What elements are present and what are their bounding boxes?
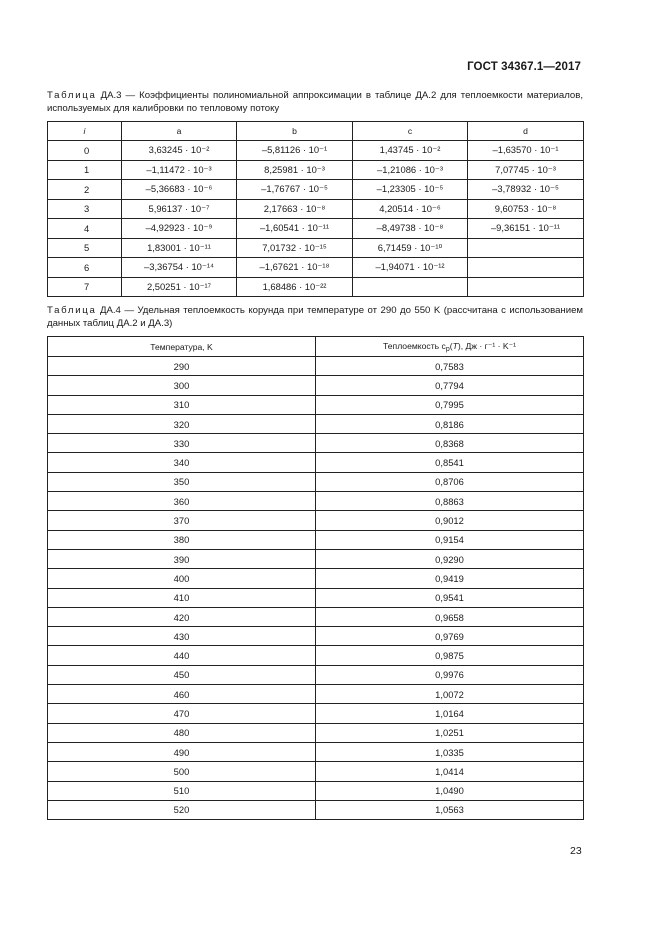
table-row: [48, 685, 584, 704]
caption-text: ДА.4 — Удельная теплоемкость корунда при температуре от 290 до 550 K (рассчитана с использованием данных таблиц ДА.2 и ДА.3): [47, 305, 584, 329]
cell-i: 7: [48, 277, 122, 297]
cell-heat-capacity: 1,0490: [316, 781, 584, 800]
cell-c: –1,21086 · 10⁻³: [353, 160, 468, 180]
table-row: [48, 781, 584, 800]
cell-temperature: 480: [48, 723, 316, 742]
cell-heat-capacity: 1,0335: [316, 742, 584, 761]
table-row: [48, 376, 584, 395]
table-row: [48, 588, 584, 607]
cell-heat-capacity: 0,7794: [316, 376, 584, 395]
cell-temperature: 290: [48, 357, 316, 376]
cell-i: 6: [48, 258, 122, 278]
cell-heat-capacity: 1,0251: [316, 723, 584, 742]
cell-c: 4,20514 · 10⁻⁶: [353, 199, 468, 219]
table-row: [48, 762, 584, 781]
table-row: [48, 511, 584, 530]
cell-i: 0: [48, 141, 122, 161]
cell-temperature: 430: [48, 627, 316, 646]
table-header-row: [48, 337, 584, 357]
column-header-c: c: [353, 122, 468, 141]
cell-temperature: 440: [48, 646, 316, 665]
heat-header-paren: (: [449, 340, 453, 351]
table-header-row: [48, 122, 584, 141]
cell-a: 2,50251 · 10⁻¹⁷: [122, 277, 237, 297]
cell-d: –1,63570 · 10⁻¹: [468, 141, 584, 161]
table-row: [48, 258, 584, 278]
table-row: [48, 646, 584, 665]
cell-c: –8,49738 · 10⁻⁸: [353, 219, 468, 239]
cell-temperature: 410: [48, 588, 316, 607]
heat-header-suffix: ), Дж · г⁻¹ · K⁻¹: [457, 340, 516, 351]
table-row: [48, 414, 584, 433]
cell-b: –1,76767 · 10⁻⁵: [237, 180, 353, 200]
cell-d: [468, 238, 584, 258]
cell-b: 8,25981 · 10⁻³: [237, 160, 353, 180]
table-row: [48, 704, 584, 723]
heat-header-prefix: Теплоемкость c: [383, 340, 446, 351]
cell-c: 1,43745 · 10⁻²: [353, 141, 468, 161]
table-row: [48, 219, 584, 239]
cell-temperature: 300: [48, 376, 316, 395]
cell-temperature: 490: [48, 742, 316, 761]
table-row: [48, 742, 584, 761]
cell-temperature: 520: [48, 800, 316, 819]
table-row: [48, 665, 584, 684]
cell-temperature: 510: [48, 781, 316, 800]
column-header-d: d: [468, 122, 584, 141]
table-da3: [47, 121, 584, 297]
cell-c: –1,94071 · 10⁻¹²: [353, 258, 468, 278]
table-row: [48, 453, 584, 472]
cell-a: 5,96137 · 10⁻⁷: [122, 199, 237, 219]
table-row: [48, 395, 584, 414]
cell-heat-capacity: 0,9769: [316, 627, 584, 646]
cell-b: –5,81126 · 10⁻¹: [237, 141, 353, 161]
cell-heat-capacity: 0,9154: [316, 530, 584, 549]
cell-heat-capacity: 0,9976: [316, 665, 584, 684]
table-row: [48, 357, 584, 376]
heat-header-variable: T: [452, 340, 458, 351]
cell-temperature: 310: [48, 395, 316, 414]
cell-d: 7,07745 · 10⁻³: [468, 160, 584, 180]
cell-d: –3,78932 · 10⁻⁵: [468, 180, 584, 200]
cell-i: 3: [48, 199, 122, 219]
cell-heat-capacity: 0,7995: [316, 395, 584, 414]
cell-temperature: 360: [48, 492, 316, 511]
heat-header-subscript: p: [445, 345, 450, 353]
caption-text: ДА.3 — Коэффициенты полиномиальной аппроксимации в таблице ДА.2 для теплоемкости материалов, используемых для калибровки по тепловому потоку: [47, 90, 583, 114]
cell-i: 5: [48, 238, 122, 258]
cell-b: –1,67621 · 10⁻¹⁸: [237, 258, 353, 278]
cell-heat-capacity: 0,9290: [316, 549, 584, 568]
caption-label: Таблица: [47, 90, 97, 101]
cell-heat-capacity: 0,9541: [316, 588, 584, 607]
table-row: [48, 472, 584, 491]
table-row: [48, 160, 584, 180]
table-row: [48, 569, 584, 588]
cell-heat-capacity: 1,0164: [316, 704, 584, 723]
cell-temperature: 390: [48, 549, 316, 568]
cell-heat-capacity: 0,8541: [316, 453, 584, 472]
cell-heat-capacity: 0,8186: [316, 414, 584, 433]
cell-a: –5,36683 · 10⁻⁶: [122, 180, 237, 200]
table-da4: [47, 336, 584, 820]
cell-d: [468, 277, 584, 297]
cell-a: –4,92923 · 10⁻⁹: [122, 219, 237, 239]
cell-a: 3,63245 · 10⁻²: [122, 141, 237, 161]
cell-temperature: 420: [48, 607, 316, 626]
table-row: [48, 549, 584, 568]
table-row: [48, 723, 584, 742]
cell-d: [468, 258, 584, 278]
cell-heat-capacity: 0,9658: [316, 607, 584, 626]
cell-temperature: 500: [48, 762, 316, 781]
caption-label: Таблица: [47, 305, 97, 316]
cell-heat-capacity: 0,8368: [316, 434, 584, 453]
table-row: [48, 180, 584, 200]
cell-d: –9,36151 · 10⁻¹¹: [468, 219, 584, 239]
cell-temperature: 460: [48, 685, 316, 704]
cell-i: 4: [48, 219, 122, 239]
column-header-b: b: [237, 122, 353, 141]
table-row: [48, 607, 584, 626]
cell-a: –1,11472 · 10⁻³: [122, 160, 237, 180]
cell-b: 1,68486 · 10⁻²²: [237, 277, 353, 297]
table-row: [48, 199, 584, 219]
cell-a: –3,36754 · 10⁻¹⁴: [122, 258, 237, 278]
table-row: [48, 530, 584, 549]
table-row: [48, 492, 584, 511]
cell-i: 1: [48, 160, 122, 180]
column-header-a: a: [122, 122, 237, 141]
table-row: [48, 434, 584, 453]
table-da3-caption: [47, 89, 583, 115]
table-row: [48, 627, 584, 646]
cell-b: –1,60541 · 10⁻¹¹: [237, 219, 353, 239]
table-da4-caption: [47, 304, 583, 330]
cell-temperature: 330: [48, 434, 316, 453]
cell-heat-capacity: 0,8706: [316, 472, 584, 491]
cell-c: 6,71459 · 10⁻¹⁰: [353, 238, 468, 258]
cell-temperature: 400: [48, 569, 316, 588]
cell-heat-capacity: 0,9419: [316, 569, 584, 588]
cell-b: 7,01732 · 10⁻¹⁵: [237, 238, 353, 258]
page-number: 23: [570, 845, 582, 857]
cell-heat-capacity: 0,8863: [316, 492, 584, 511]
cell-temperature: 320: [48, 414, 316, 433]
document-number: ГОСТ 34367.1—2017: [467, 61, 581, 73]
cell-temperature: 470: [48, 704, 316, 723]
table-row: [48, 277, 584, 297]
cell-heat-capacity: 1,0563: [316, 800, 584, 819]
cell-temperature: 340: [48, 453, 316, 472]
cell-c: [353, 277, 468, 297]
cell-heat-capacity: 0,9875: [316, 646, 584, 665]
cell-heat-capacity: 1,0414: [316, 762, 584, 781]
column-header-heat-capacity: [316, 337, 584, 357]
cell-i: 2: [48, 180, 122, 200]
cell-heat-capacity: 0,7583: [316, 357, 584, 376]
column-header-i: i: [48, 122, 122, 141]
cell-heat-capacity: 1,0072: [316, 685, 584, 704]
cell-d: 9,60753 · 10⁻⁸: [468, 199, 584, 219]
cell-temperature: 370: [48, 511, 316, 530]
cell-a: 1,83001 · 10⁻¹¹: [122, 238, 237, 258]
table-row: [48, 238, 584, 258]
table-row: [48, 141, 584, 161]
cell-c: –1,23305 · 10⁻⁵: [353, 180, 468, 200]
table-row: [48, 800, 584, 819]
cell-b: 2,17663 · 10⁻⁸: [237, 199, 353, 219]
cell-heat-capacity: 0,9012: [316, 511, 584, 530]
cell-temperature: 350: [48, 472, 316, 491]
column-header-temperature: Температура, K: [48, 337, 316, 357]
cell-temperature: 450: [48, 665, 316, 684]
cell-temperature: 380: [48, 530, 316, 549]
